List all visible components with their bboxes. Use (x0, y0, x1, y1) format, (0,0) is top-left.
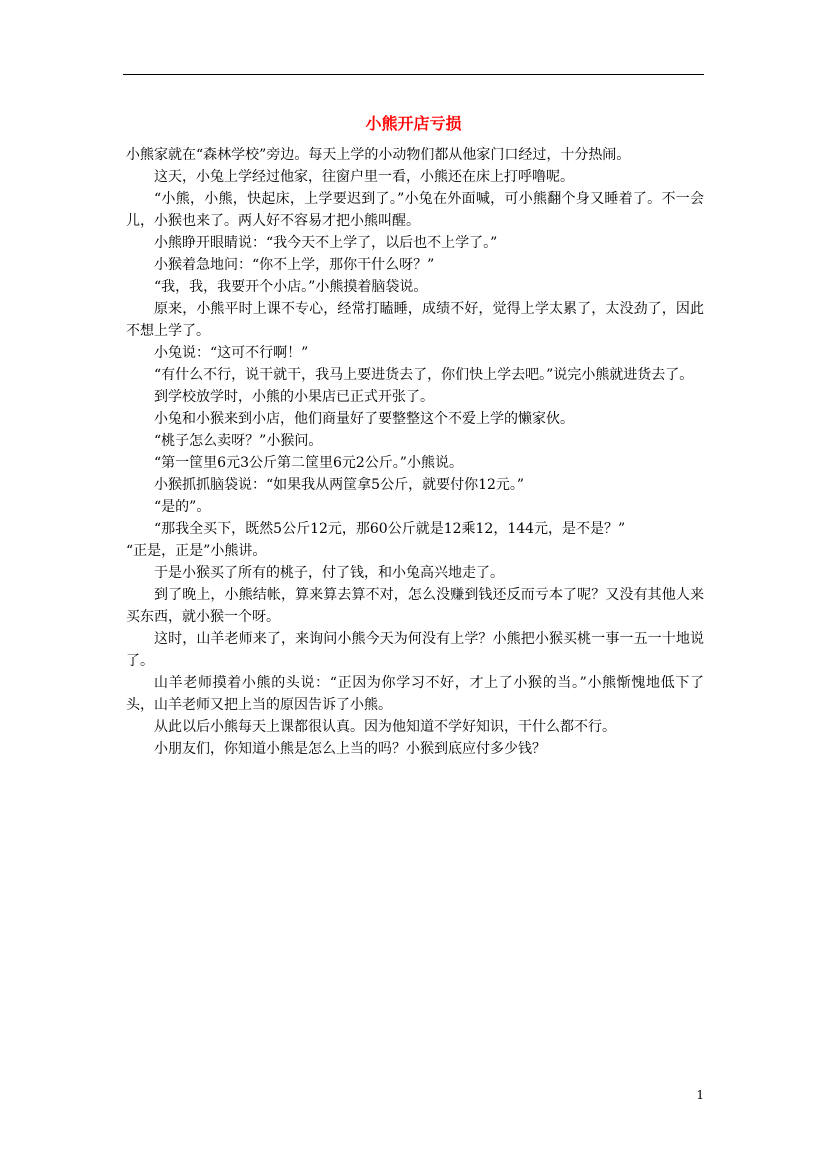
paragraph: 小兔和小猴来到小店，他们商量好了要整整这个不爱上学的懒家伙。 (154, 411, 574, 427)
paragraph: 原来，小熊平时上课不专心，经常打瞌睡，成绩不好，觉得上学太累了，太没劲了，因此不想上学了。 (126, 301, 704, 339)
paragraph: “第一筐里6元3公斤第二筐里6元2公斤。”小熊说。 (154, 455, 463, 471)
paragraph: 小猴抓抓脑袋说：“如果我从两筐拿5公斤，就要付你12元。” (154, 477, 525, 493)
paragraph: 小熊家就在“森林学校”旁边。每天上学的小动物们都从他家门口经过，十分热闹。 (126, 147, 631, 163)
paragraph: “我，我，我要开个小店。”小熊摸着脑袋说。 (154, 279, 428, 295)
paragraph: 这时，山羊老师来了，来询问小熊今天为何没有上学？小熊把小猴买桃一事一五一十地说了。 (126, 631, 704, 669)
paragraph: “桃子怎么卖呀？”小猴问。 (154, 433, 323, 449)
paragraph: “那我全买下，既然5公斤12元，那60公斤就是12乘12，144元，是不是？” (154, 521, 626, 537)
paragraph: 小熊睁开眼睛说：“我今天不上学了，以后也不上学了。” (154, 235, 498, 251)
paragraph: 到学校放学时，小熊的小果店已正式开张了。 (154, 389, 434, 405)
header-rule (123, 74, 704, 75)
paragraph: 小兔说：“这可不行啊！” (154, 345, 309, 361)
paragraph: 小猴着急地问：“你不上学，那你干什么呀？” (154, 257, 435, 273)
paragraph: “小熊，小熊，快起床，上学要迟到了。”小兔在外面喊，可小熊翻个身又睡着了。不一会儿，小猴也来了。两人好不容易才把小熊叫醒。 (126, 191, 704, 229)
paragraph: 于是小猴买了所有的桃子，付了钱，和小兔高兴地走了。 (154, 565, 504, 581)
paragraph: 从此以后小熊每天上课都很认真。因为他知道不学好知识，干什么都不行。 (154, 719, 616, 735)
paragraph: “有什么不行，说干就干，我马上要进货去了，你们快上学去吧。”说完小熊就进货去了。 (154, 367, 694, 383)
page-number: 1 (696, 1088, 704, 1102)
paragraph: 到了晚上，小熊结帐，算来算去算不对，怎么没赚到钱还反而亏本了呢？又没有其他人来买东西，就小猴一个呀。 (126, 587, 704, 625)
document-title: 小熊开店亏损 (365, 114, 462, 133)
paragraph: “是的”。 (154, 499, 211, 515)
document-body (126, 144, 704, 760)
paragraph: “正是，正是”小熊讲。 (126, 543, 267, 559)
paragraph: 这天，小兔上学经过他家，往窗户里一看，小熊还在床上打呼噜呢。 (154, 169, 574, 185)
paragraph: 小朋友们，你知道小熊是怎么上当的吗？小猴到底应付多少钱？ (154, 741, 546, 757)
paragraph: 山羊老师摸着小熊的头说：“正因为你学习不好，才上了小猴的当。”小熊惭愧地低下了头，山羊老师又把上当的原因告诉了小熊。 (126, 675, 704, 713)
